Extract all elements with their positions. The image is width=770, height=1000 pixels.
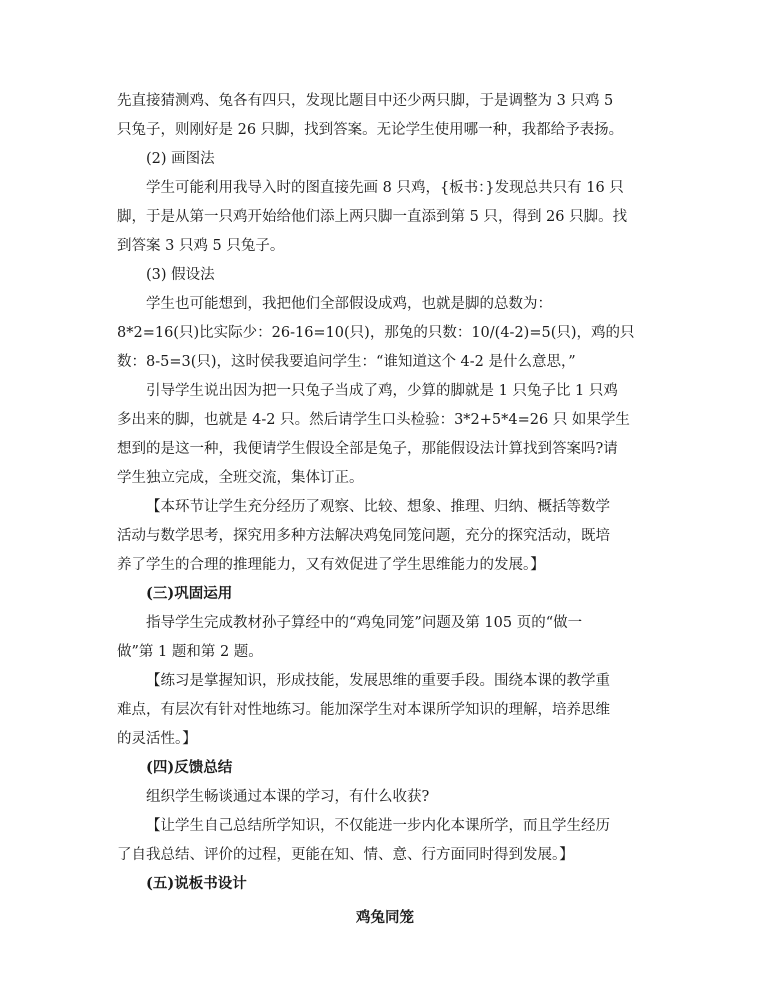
board-title: 鸡兔同笼 [356, 909, 414, 926]
comment-line: 的灵活性。】 [117, 731, 197, 747]
paragraph-line: 只兔子，则刚好是 26 只脚，找到答案。无论学生使用哪一种，我都给予表扬。 [117, 122, 624, 138]
paragraph-line: 到答案 3 只鸡 5 只兔子。 [117, 238, 285, 254]
paragraph-line: 引导学生说出因为把一只兔子当成了鸡，少算的脚就是 1 只兔子比 1 只鸡 [146, 383, 618, 399]
comment-line: 活动与数学思考，探究用多种方法解决鸡兔同笼问题，充分的探究活动，既培 [117, 528, 610, 544]
paragraph-line: 数：8-5=3(只)，这时侯我要追问学生：“谁知道这个 4-2 是什么意思，” [117, 354, 576, 370]
paragraph-line: 学生独立完成，全班交流，集体订正。 [117, 470, 364, 486]
paragraph-line: 组织学生畅谈通过本课的学习，有什么收获? [146, 789, 430, 805]
subheading-drawing-method: (2) 画图法 [146, 151, 215, 167]
paragraph-line: 8*2=16(只)比实际少：26-16=10(只)，那兔的只数：10/(4-2)=5(只)，鸡的只 [117, 325, 635, 341]
section-heading-consolidation: (三)巩固运用 [146, 585, 233, 602]
paragraph-line: 先直接猜测鸡、兔各有四只，发现比题目中还少两只脚，于是调整为 3 只鸡 5 [117, 93, 614, 109]
paragraph-line: 学生也可能想到，我把他们全部假设成鸡，也就是脚的总数为： [146, 296, 552, 312]
comment-line: 了自我总结、评价的过程，更能在知、情、意、行方面同时得到发展。】 [117, 847, 574, 863]
paragraph-line: 指导学生完成教材孙子算经中的“鸡兔同笼”问题及第 105 页的“做一 [146, 615, 583, 631]
paragraph-line: 脚，于是从第一只鸡开始给他们添上两只脚一直添到第 5 只，得到 26 只脚。找 [117, 209, 628, 225]
section-heading-feedback: (四)反馈总结 [146, 759, 233, 776]
paragraph-line: 做”第 1 题和第 2 题。 [117, 644, 263, 660]
comment-line: 【本环节让学生充分经历了观察、比较、想象、推理、归纳、概括等数学 [146, 499, 610, 515]
paragraph-line: 想到的是这一种，我便请学生假设全部是兔子，那能假设法计算找到答案吗?请 [117, 441, 618, 457]
section-heading-board-design: (五)说板书设计 [146, 875, 247, 892]
paragraph-line: 多出来的脚，也就是 4-2 只。然后请学生口头检验：3*2+5*4=26 只 如果学生 [117, 412, 630, 428]
subheading-assumption-method: (3) 假设法 [146, 267, 215, 283]
comment-line: 【练习是掌握知识，形成技能，发展思维的重要手段。围绕本课的教学重 [146, 673, 610, 689]
comment-line: 【让学生自己总结所学知识，不仅能进一步内化本课所学，而且学生经历 [146, 818, 610, 834]
paragraph-line: 学生可能利用我导入时的图直接先画 8 只鸡，{板书：}发现总共只有 16 只 [146, 180, 624, 196]
comment-line: 难点，有层次有针对性地练习。能加深学生对本课所学知识的理解，培养思维 [117, 702, 610, 718]
comment-line: 养了学生的合理的推理能力，又有效促进了学生思维能力的发展。】 [117, 557, 545, 573]
